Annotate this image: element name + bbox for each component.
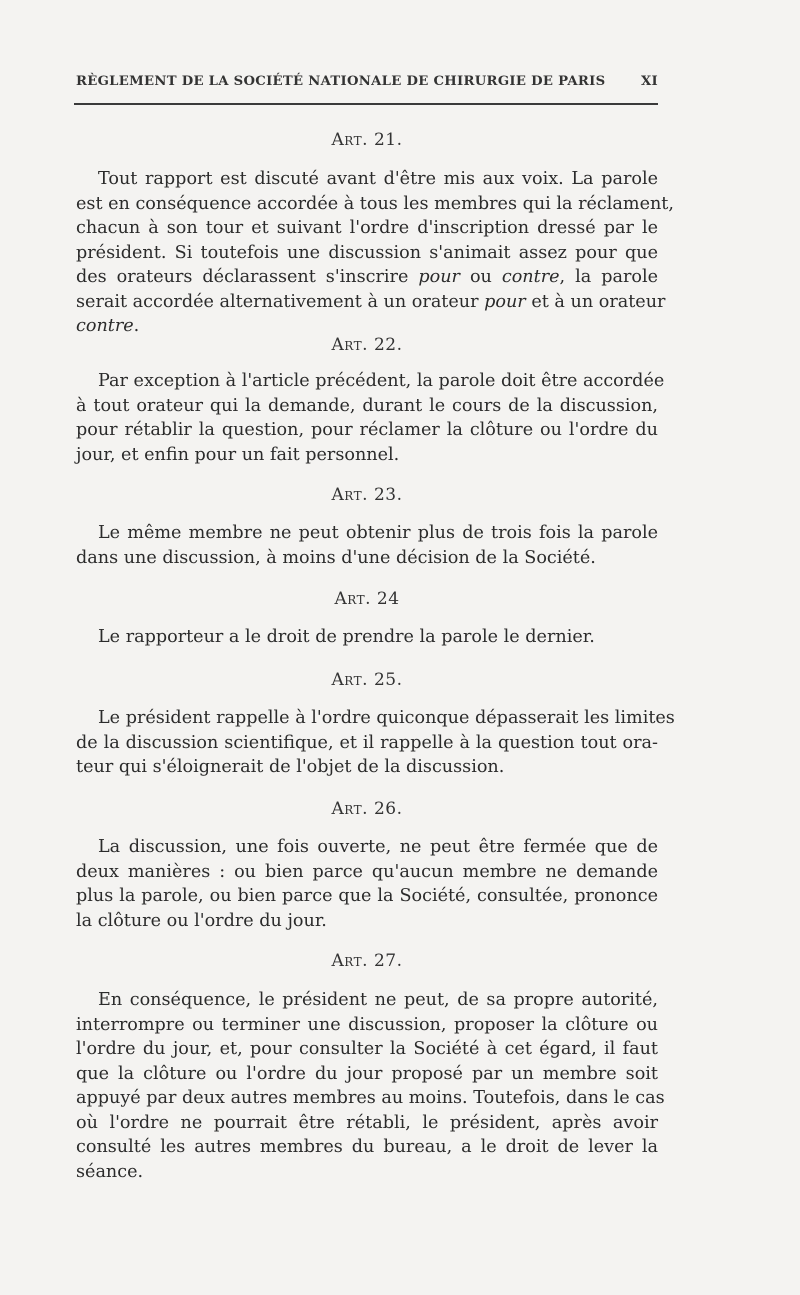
text-line: interrompre ou terminer une discussion, proposer la clôture ou <box>76 1014 658 1035</box>
text-line: deux manières : ou bien parce qu'aucun membre ne demande <box>76 861 658 882</box>
article-25-title <box>76 670 658 690</box>
text-line: appuyé par deux autres membres au moins. Toutefois, dans le cas <box>76 1088 665 1108</box>
running-header <box>76 74 658 89</box>
text-line: séance. <box>76 1161 144 1182</box>
article-number: 24 <box>376 589 400 609</box>
text-line: Le président rappelle à l'ordre quiconque dépasserait les limites <box>98 708 675 728</box>
article-label: Art. <box>331 335 369 355</box>
text-line: dans une discussion, à moins d'une décision de la Société. <box>76 547 596 568</box>
text-line: serait accordée alternativement à un orateur pour et à un orateur <box>76 291 666 312</box>
text-line: la clôture ou l'ordre du jour. <box>76 910 327 931</box>
article-number: 26. <box>373 799 403 819</box>
text-line: à tout orateur qui la demande, durant le cours de la discussion, <box>76 395 658 416</box>
text-line: président. Si toutefois une discussion s'animait assez pour que <box>76 242 658 263</box>
article-number: 27. <box>373 951 403 971</box>
article-24-text <box>76 625 658 650</box>
text-line: La discussion, une fois ouverte, ne peut être fermée que de <box>98 837 658 857</box>
text-line: Le même membre ne peut obtenir plus de trois fois la parole <box>98 523 658 543</box>
text-line: que la clôture ou l'ordre du jour proposé par un membre soit <box>76 1063 658 1084</box>
page-number: XI <box>640 74 658 89</box>
text-line: teur qui s'éloignerait de l'objet de la discussion. <box>76 757 505 777</box>
text-line: consulté les autres membres du bureau, a le droit de lever la <box>76 1137 658 1157</box>
article-label: Art. <box>331 799 369 819</box>
article-label: Art. <box>334 589 371 609</box>
article-number: 23. <box>373 485 403 505</box>
text-line: l'ordre du jour, et, pour consulter la Société à cet égard, il faut <box>76 1039 658 1059</box>
text-line: des orateurs déclarassent s'inscrire pour ou contre, la parole <box>76 267 658 287</box>
text-line: En conséquence, le président ne peut, de sa propre autorité, <box>98 990 658 1010</box>
article-24-title <box>76 589 658 609</box>
article-21-title <box>76 130 658 150</box>
article-26-text <box>76 835 658 933</box>
text-line: Par exception à l'article précédent, la parole doit être accordée <box>98 371 665 391</box>
article-27-title <box>76 951 658 971</box>
text-line: contre. <box>76 316 140 336</box>
article-26-title <box>76 799 658 819</box>
article-number: 25. <box>373 670 403 690</box>
text-line: plus la parole, ou bien parce que la Société, consultée, prononce <box>76 886 658 906</box>
article-label: Art. <box>331 670 369 690</box>
article-22-title <box>76 335 658 355</box>
article-number: 21. <box>373 130 403 150</box>
text-line: est en conséquence accordée à tous les membres qui la réclament, <box>76 193 674 214</box>
article-label: Art. <box>331 130 369 150</box>
article-21-text <box>76 167 674 339</box>
text-line: pour rétablir la question, pour réclamer la clôture ou l'ordre du <box>76 420 658 440</box>
article-label: Art. <box>331 485 369 505</box>
text-line: Le rapporteur a le droit de prendre la parole le dernier. <box>98 627 595 647</box>
text-line: jour, et enfin pour un fait personnel. <box>76 444 400 465</box>
text-line: chacun à son tour et suivant l'ordre d'inscription dressé par le <box>76 218 658 238</box>
article-25-text <box>76 706 675 780</box>
text-line: Tout rapport est discuté avant d'être mis aux voix. La parole <box>98 169 658 189</box>
running-title: RÈGLEMENT DE LA SOCIÉTÉ NATIONALE DE CHIRURGIE DE PARIS <box>76 74 606 89</box>
text-line: où l'ordre ne pourrait être rétabli, le président, après avoir <box>76 1112 658 1133</box>
article-27-text <box>76 988 665 1184</box>
article-23-title <box>76 485 658 505</box>
text-line: de la discussion scientifique, et il rappelle à la question tout ora- <box>76 732 658 753</box>
header-rule <box>74 103 658 105</box>
article-label: Art. <box>331 951 369 971</box>
article-number: 22. <box>373 335 403 355</box>
article-23-text <box>76 521 658 570</box>
article-22-text <box>76 369 665 467</box>
